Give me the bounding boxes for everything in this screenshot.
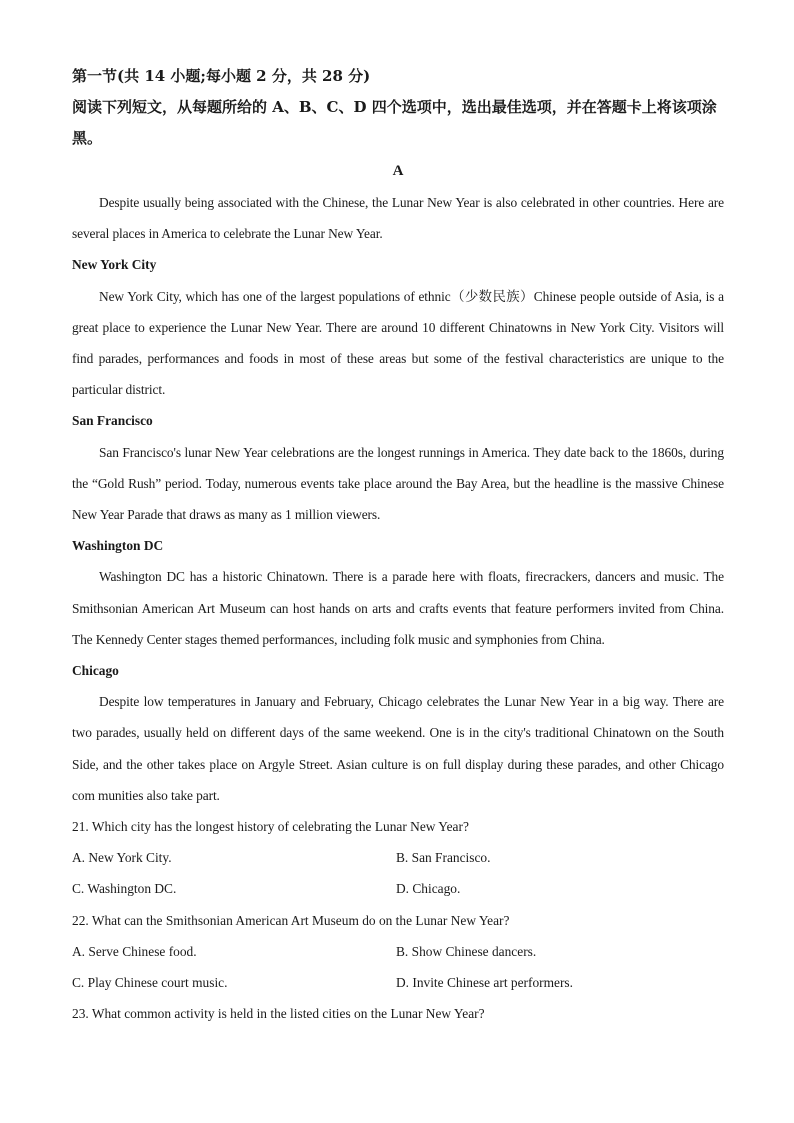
- section-text-washington: Washington DC has a historic Chinatown. There is a parade here with floats, firecrackers, dancers and music. The Smithsonian American Art Museum can host hands on arts and crafts events that feature performers invited from China. The Kennedy Center stages themed performances, including folk music and symphonies from China.: [72, 569, 724, 647]
- section-heading-washington: Washington DC: [72, 538, 164, 554]
- section-heading-san-francisco: San Francisco: [72, 413, 153, 429]
- option-a: A. New York City.: [72, 850, 172, 866]
- option-d: D. Chicago.: [396, 881, 461, 897]
- option-d: D. Invite Chinese art performers.: [396, 975, 573, 991]
- option-c: C. Washington DC.: [72, 881, 177, 897]
- section-text-new-york: New York City, which has one of the largest populations of ethnic（少数民族）Chinese people outside of Asia, is a great place to experience the Lunar New Year. There are around 10 different Chinatowns in New York City. Visitors will find parades, performances and foods in most of these areas but some of the festival characteristics are unique to the particular district.: [72, 288, 724, 398]
- option-c: C. Play Chinese court music.: [72, 975, 228, 991]
- section-heading-chicago: Chicago: [72, 663, 119, 679]
- instruction-text: 阅读下列短文，从每题所给的 A、B、C、D 四个选项中，选出最佳选项，并在答题卡上将该项涂黑。: [72, 98, 717, 147]
- option-a: A. Serve Chinese food.: [72, 943, 197, 959]
- question-21-stem: 21. Which city has the longest history of celebrating the Lunar New Year?: [72, 819, 469, 835]
- exam-page: [72, 62, 724, 1029]
- option-b: B. San Francisco.: [396, 850, 491, 866]
- section-text-chicago: Despite low temperatures in January and February, Chicago celebrates the Lunar New Year in a big way. There are two parades, usually held on different days of the same weekend. One is in the city's traditional Chinatown on the South Side, and the other takes place on Argyle Street. Asian culture is on full display during these parades, and other Chicago com munities also take part.: [72, 694, 724, 803]
- passage-label: A: [392, 163, 404, 179]
- question-21-options: [72, 842, 724, 904]
- section-header: 第一节(共 14 小题;每小题 2 分，共 28 分): [72, 67, 371, 85]
- option-b: B. Show Chinese dancers.: [396, 943, 537, 959]
- section-heading-new-york: New York City: [72, 257, 157, 273]
- question-22-stem: 22. What can the Smithsonian American Art Museum do on the Lunar New Year?: [72, 912, 510, 928]
- passage-intro: Despite usually being associated with the Chinese, the Lunar New Year is also celebrated in other countries. Here are several places in America to celebrate the Lunar New Year.: [72, 195, 724, 242]
- question-23-stem: 23. What common activity is held in the listed cities on the Lunar New Year?: [72, 1006, 485, 1022]
- question-22-options: [72, 936, 724, 998]
- section-text-san-francisco: San Francisco's lunar New Year celebrations are the longest runnings in America. They date back to the 1860s, during the “Gold Rush” period. Today, numerous events take place around the Bay Area, but the headline is the massive Chinese New Year Parade that draws as many as 1 million viewers.: [72, 444, 724, 523]
